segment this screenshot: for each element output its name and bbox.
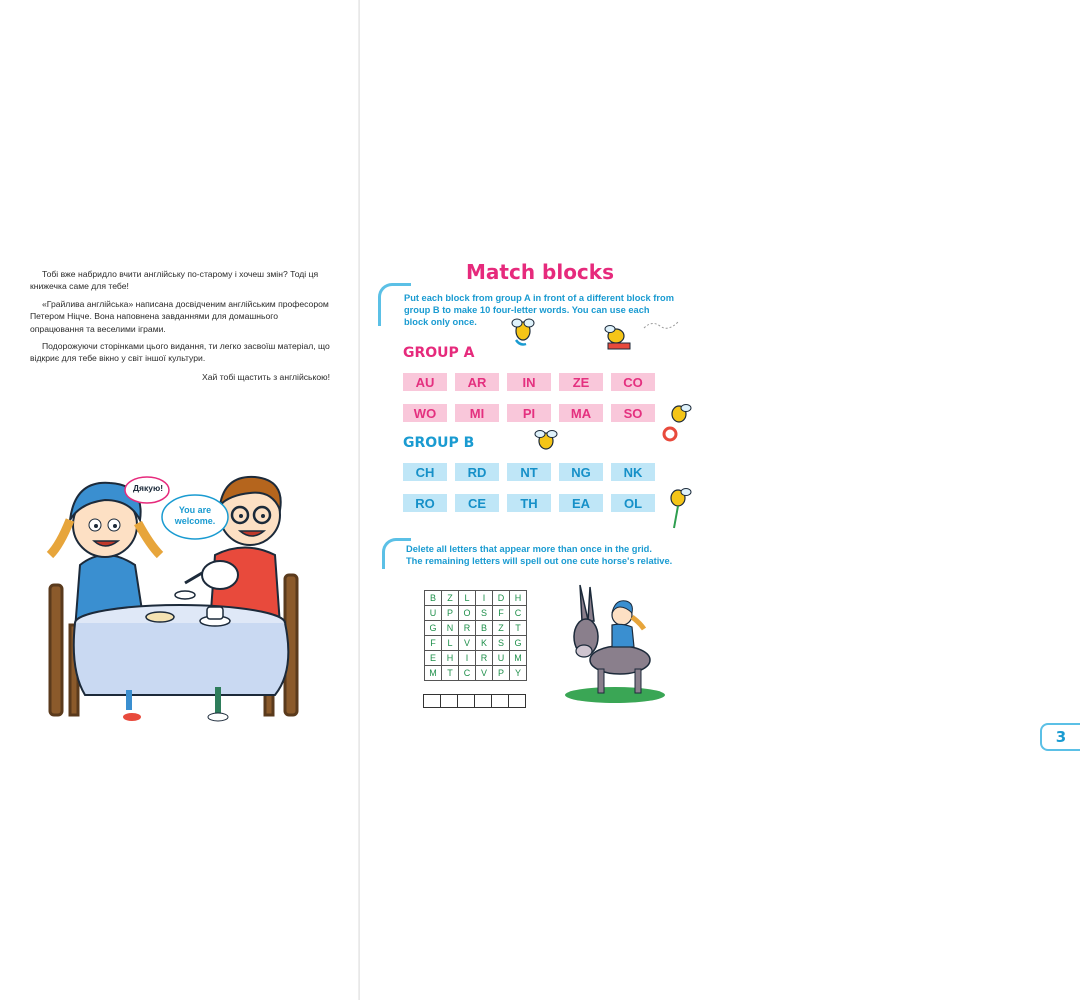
boy-speech-bubble [164,505,226,527]
tea-party-drawing [10,455,350,730]
letter-grid [424,590,527,681]
grid-cell: M [510,651,527,666]
intro-paragraph-3: Подорожуючи сторінками цього видання, ти легко засвоїш матеріал, що відкриє для тебе вікно у світ іншої культури. [30,341,330,364]
block-a-2: AR [455,373,499,391]
block-a-3: IN [507,373,551,391]
block-b-5: NK [611,463,655,481]
intro-paragraph-1: Тобі вже набридло вчити англійську по-старому і хочеш змін? Тоді ця книжечка саме для тебе! [30,269,319,292]
grid-cell: K [476,636,493,651]
girl-on-donkey-illustration [560,585,670,705]
block-a-4: ZE [559,373,603,391]
answer-box[interactable] [508,694,526,708]
grid-row [425,651,527,666]
intro-wish: Хай тобі щастить з англійською! [202,371,330,382]
bee-icon [508,316,538,346]
grid-cell: C [459,666,476,681]
grid-cell: S [476,606,493,621]
group-a-label: GROUP A [403,345,475,361]
grid-cell: B [476,621,493,636]
answer-box[interactable] [457,694,475,708]
grid-cell: S [493,636,510,651]
grid-row [425,591,527,606]
grid-cell: R [476,651,493,666]
answer-box[interactable] [440,694,458,708]
grid-cell: F [493,606,510,621]
boy-speech-line-1: You are [178,505,212,515]
block-a-6: WO [403,404,447,422]
grid-cell: E [425,651,442,666]
bee-with-sign-icon [664,488,694,532]
grid-cell: L [442,636,459,651]
grid-cell: D [493,591,510,606]
bee-with-magnet-icon [600,324,634,352]
grid-row [425,636,527,651]
block-b-9: EA [559,494,603,512]
block-a-9: MA [559,404,603,422]
grid-cell: U [493,651,510,666]
block-b-10: OL [611,494,655,512]
block-b-7: CE [455,494,499,512]
page-number: 3 [1040,723,1080,751]
grid-cell: N [442,621,459,636]
grid-cell: Z [493,621,510,636]
exercise-title: Match blocks [466,260,614,284]
grid-cell: T [442,666,459,681]
grid-cell: M [425,666,442,681]
grid-cell: H [442,651,459,666]
intro-paragraph-2: «Грайлива англійська» написана досвідченим англійським професором Петером Ніцче. Вона наповнена завданнями для домашнього опрацювання та веселими іграми. [30,298,329,334]
block-b-6: RO [403,494,447,512]
grid-cell: C [510,606,527,621]
grid-cell: R [459,621,476,636]
block-b-3: NT [507,463,551,481]
group-b-row-2 [403,494,655,512]
grid-row [425,606,527,621]
grid-cell: P [442,606,459,621]
grid-cell: I [476,591,493,606]
boy-speech-line-2: welcome. [174,516,216,526]
group-b-label: GROUP B [403,435,475,451]
girl-speech-bubble: Дякую! [132,483,164,493]
grid-cell: V [459,636,476,651]
block-b-4: NG [559,463,603,481]
block-a-10: SO [611,404,655,422]
instruction-2-line-1: Delete all letters that appear more than once in the grid. [406,544,652,554]
grid-cell: I [459,651,476,666]
block-a-1: AU [403,373,447,391]
grid-cell: P [493,666,510,681]
grid-cell: V [476,666,493,681]
answer-box[interactable] [423,694,441,708]
grid-cell: L [459,591,476,606]
instruction-text-1: Put each block from group A in front of a different block from group B to make 10 four-letter words. You can use each block only once. [404,293,674,327]
answer-boxes [423,694,525,708]
grid-cell: G [425,621,442,636]
instruction-2-line-2: The remaining letters will spell out one cute horse's relative. [406,556,673,566]
right-page [360,0,1067,1000]
tea-party-illustration [10,455,350,730]
grid-row [425,621,527,636]
group-a-row-1 [403,373,655,391]
grid-cell: Y [510,666,527,681]
bee-with-ring-icon [662,404,692,444]
group-b-row-1 [403,463,655,481]
left-page [0,0,360,1000]
intro-text [30,268,330,388]
grid-cell: O [459,606,476,621]
flight-path-decoration [642,318,682,332]
block-b-8: TH [507,494,551,512]
grid-cell: H [510,591,527,606]
answer-box[interactable] [474,694,492,708]
grid-cell: F [425,636,442,651]
grid-cell: T [510,621,527,636]
block-b-2: RD [455,463,499,481]
block-a-8: PI [507,404,551,422]
block-a-5: CO [611,373,655,391]
instruction-text-2 [406,543,686,567]
answer-box[interactable] [491,694,509,708]
grid-cell: U [425,606,442,621]
grid-row [425,666,527,681]
block-a-7: MI [455,404,499,422]
grid-cell: G [510,636,527,651]
block-b-1: CH [403,463,447,481]
grid-cell: Z [442,591,459,606]
group-a-row-2 [403,404,655,422]
grid-cell: B [425,591,442,606]
bee-icon [532,426,560,454]
